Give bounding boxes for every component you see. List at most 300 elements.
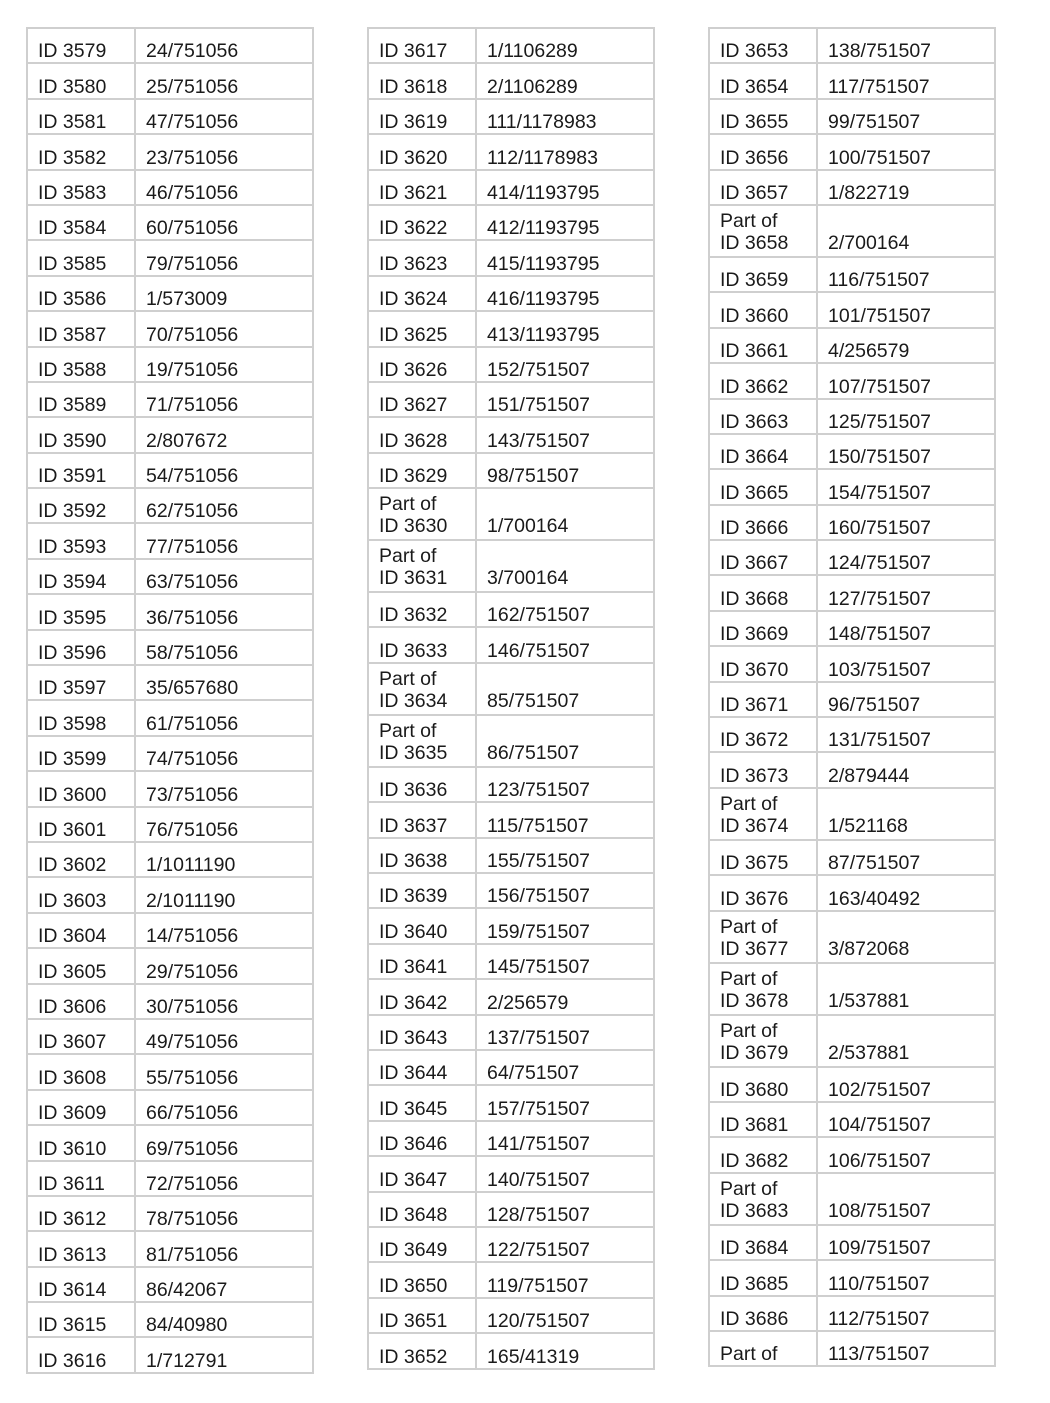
table-row <box>709 1102 995 1137</box>
id-cell <box>709 134 817 169</box>
reference-value-cell: 66/751056 <box>135 1090 313 1125</box>
id-label: ID 3681 <box>720 1114 789 1137</box>
id-cell <box>709 682 817 717</box>
reference-value-cell: 78/751056 <box>135 1196 313 1231</box>
id-cell <box>368 767 476 802</box>
table-row <box>27 99 313 134</box>
table-row <box>368 1262 654 1297</box>
part-of-label: Part of <box>379 493 437 516</box>
table-row <box>27 948 313 983</box>
id-label: ID 3617 <box>379 40 448 63</box>
id-cell <box>27 382 135 417</box>
id-label: ID 3587 <box>38 323 107 346</box>
id-label: ID 3671 <box>720 694 789 717</box>
id-cell <box>27 700 135 735</box>
id-label: ID 3638 <box>379 850 448 873</box>
id-label: ID 3656 <box>720 146 789 169</box>
table-row <box>368 99 654 134</box>
id-label: ID 3682 <box>720 1149 789 1172</box>
part-of-label: Part of <box>720 967 778 990</box>
reference-value-cell: 110/751507 <box>817 1260 995 1295</box>
id-cell <box>368 1262 476 1297</box>
id-cell <box>368 453 476 488</box>
id-cell <box>27 205 135 240</box>
id-cell <box>368 873 476 908</box>
reference-value-cell: 30/751056 <box>135 984 313 1019</box>
id-label: ID 3665 <box>720 481 789 504</box>
id-table-column-3 <box>708 27 996 1367</box>
id-cell <box>27 559 135 594</box>
table-row <box>709 63 995 98</box>
id-cell <box>368 944 476 979</box>
reference-value-cell: 137/751507 <box>476 1015 654 1050</box>
table-row <box>709 682 995 717</box>
reference-value-cell: 125/751507 <box>817 399 995 434</box>
table-row <box>27 205 313 240</box>
id-label: ID 3624 <box>379 288 448 311</box>
id-cell <box>27 417 135 452</box>
id-label: ID 3629 <box>379 465 448 488</box>
id-label: ID 3653 <box>720 40 789 63</box>
id-label: ID 3669 <box>720 623 789 646</box>
table-row <box>709 1331 995 1366</box>
reference-value-cell: 140/751507 <box>476 1156 654 1191</box>
reference-value-cell: 4/256579 <box>817 328 995 363</box>
reference-value-cell: 109/751507 <box>817 1225 995 1260</box>
reference-value-cell: 55/751056 <box>135 1054 313 1089</box>
table-row <box>709 257 995 292</box>
table-row <box>709 911 995 963</box>
id-cell <box>709 1067 817 1102</box>
table-row <box>368 592 654 627</box>
id-label: ID 3680 <box>720 1078 789 1101</box>
id-label: ID 3659 <box>720 269 789 292</box>
table-row <box>368 28 654 63</box>
id-label: ID 3626 <box>379 358 448 381</box>
table-row <box>368 715 654 767</box>
id-label: ID 3647 <box>379 1168 448 1191</box>
reference-value-cell: 101/751507 <box>817 292 995 327</box>
reference-value-cell: 3/872068 <box>817 911 995 963</box>
id-label: ID 3599 <box>38 748 107 771</box>
reference-value-cell: 61/751056 <box>135 700 313 735</box>
table-row <box>368 767 654 802</box>
id-label: ID 3602 <box>38 854 107 877</box>
id-label: ID 3607 <box>38 1031 107 1054</box>
id-cell <box>27 1231 135 1266</box>
table-row <box>27 1125 313 1160</box>
table-row <box>709 328 995 363</box>
reference-value-cell: 2/537881 <box>817 1015 995 1067</box>
table-row <box>27 984 313 1019</box>
id-cell <box>27 63 135 98</box>
table-row <box>368 1050 654 1085</box>
table-row <box>368 311 654 346</box>
reference-value-cell: 156/751507 <box>476 873 654 908</box>
table-row <box>27 240 313 275</box>
table-row <box>368 627 654 662</box>
reference-value-cell: 117/751507 <box>817 63 995 98</box>
reference-value-cell: 148/751507 <box>817 611 995 646</box>
reference-value-cell: 104/751507 <box>817 1102 995 1137</box>
reference-value-cell: 63/751056 <box>135 559 313 594</box>
id-cell <box>709 611 817 646</box>
table-row <box>368 205 654 240</box>
table-row <box>368 540 654 592</box>
id-cell <box>368 908 476 943</box>
reference-value-cell: 162/751507 <box>476 592 654 627</box>
table-row <box>368 1333 654 1368</box>
id-cell <box>368 838 476 873</box>
id-cell <box>27 276 135 311</box>
id-label: ID 3596 <box>38 642 107 665</box>
table-row <box>709 963 995 1015</box>
id-cell <box>368 134 476 169</box>
reference-value-cell: 2/1011190 <box>135 877 313 912</box>
id-cell <box>27 594 135 629</box>
table-row <box>709 540 995 575</box>
id-label: ID 3611 <box>38 1172 105 1195</box>
id-label: ID 3608 <box>38 1066 107 1089</box>
table-row <box>709 99 995 134</box>
id-label: ID 3649 <box>379 1239 448 1262</box>
reference-value-cell: 163/40492 <box>817 875 995 910</box>
id-label: ID 3630 <box>379 515 448 538</box>
id-cell <box>368 1156 476 1191</box>
id-label: ID 3628 <box>379 429 448 452</box>
id-cell <box>709 1015 817 1067</box>
table-row <box>709 1260 995 1295</box>
reference-value-cell: 70/751056 <box>135 311 313 346</box>
table-row <box>27 665 313 700</box>
id-cell <box>27 1267 135 1302</box>
id-label: ID 3686 <box>720 1307 789 1330</box>
id-cell <box>709 575 817 610</box>
reference-value-cell: 155/751507 <box>476 838 654 873</box>
part-of-label: Part of <box>720 1177 778 1200</box>
table-row <box>368 1121 654 1156</box>
id-cell <box>27 877 135 912</box>
id-label: ID 3590 <box>38 429 107 452</box>
id-label: ID 3605 <box>38 960 107 983</box>
reference-value-cell: 3/700164 <box>476 540 654 592</box>
id-cell <box>709 363 817 398</box>
id-label: ID 3619 <box>379 111 448 134</box>
table-row <box>709 875 995 910</box>
table-row <box>368 488 654 540</box>
id-cell <box>368 979 476 1014</box>
id-cell <box>368 276 476 311</box>
id-label: ID 3625 <box>379 323 448 346</box>
id-label: ID 3644 <box>379 1062 448 1085</box>
reference-value-cell: 84/40980 <box>135 1302 313 1337</box>
id-label: ID 3655 <box>720 111 789 134</box>
id-label: ID 3668 <box>720 587 789 610</box>
id-cell <box>368 205 476 240</box>
table-row <box>709 752 995 787</box>
reference-value-cell: 1/537881 <box>817 963 995 1015</box>
reference-value-cell: 87/751507 <box>817 840 995 875</box>
id-cell <box>368 1333 476 1368</box>
id-cell <box>27 736 135 771</box>
id-label: ID 3662 <box>720 375 789 398</box>
table-row <box>709 575 995 610</box>
reference-value-cell: 100/751507 <box>817 134 995 169</box>
table-row <box>368 802 654 837</box>
id-cell <box>368 311 476 346</box>
part-of-label: Part of <box>379 667 437 690</box>
reference-value-cell: 112/1178983 <box>476 134 654 169</box>
id-cell <box>709 469 817 504</box>
table-row <box>709 205 995 257</box>
id-label: ID 3650 <box>379 1274 448 1297</box>
id-label: ID 3661 <box>720 340 789 363</box>
id-label: ID 3648 <box>379 1203 448 1226</box>
table-row <box>709 1067 995 1102</box>
id-label: ID 3603 <box>38 889 107 912</box>
id-label: ID 3641 <box>379 956 448 979</box>
reference-value-cell: 111/1178983 <box>476 99 654 134</box>
reference-value-cell: 102/751507 <box>817 1067 995 1102</box>
id-label: ID 3604 <box>38 925 107 948</box>
reference-value-cell: 1/521168 <box>817 788 995 840</box>
table-row <box>27 276 313 311</box>
reference-value-cell: 62/751056 <box>135 488 313 523</box>
table-row <box>709 1015 995 1067</box>
reference-value-cell: 47/751056 <box>135 99 313 134</box>
id-label: ID 3618 <box>379 75 448 98</box>
id-cell <box>368 28 476 63</box>
part-of-label: Part of <box>720 915 778 938</box>
reference-value-cell: 19/751056 <box>135 347 313 382</box>
reference-value-cell: 72/751056 <box>135 1161 313 1196</box>
id-cell <box>709 99 817 134</box>
id-label: ID 3595 <box>38 606 107 629</box>
id-cell <box>368 1085 476 1120</box>
id-label: ID 3582 <box>38 146 107 169</box>
id-cell <box>27 1337 135 1372</box>
reference-value-cell: 1/700164 <box>476 488 654 540</box>
table-row <box>27 417 313 452</box>
id-label: ID 3614 <box>38 1279 107 1302</box>
reference-value-cell: 2/879444 <box>817 752 995 787</box>
reference-value-cell: 165/41319 <box>476 1333 654 1368</box>
reference-value-cell: 143/751507 <box>476 417 654 452</box>
id-label: ID 3667 <box>720 552 789 575</box>
table-row <box>368 873 654 908</box>
id-cell <box>709 911 817 963</box>
id-label: ID 3660 <box>720 304 789 327</box>
table-row <box>27 1054 313 1089</box>
id-cell <box>709 875 817 910</box>
table-row <box>27 347 313 382</box>
id-label: ID 3631 <box>379 567 448 590</box>
reference-value-cell: 112/751507 <box>817 1296 995 1331</box>
id-label: ID 3643 <box>379 1026 448 1049</box>
id-label: ID 3640 <box>379 920 448 943</box>
id-label: ID 3654 <box>720 75 789 98</box>
id-cell <box>27 630 135 665</box>
table-row <box>709 840 995 875</box>
table-row <box>709 646 995 681</box>
table-row <box>27 170 313 205</box>
table-row <box>709 788 995 840</box>
id-cell <box>368 347 476 382</box>
id-label: ID 3639 <box>379 885 448 908</box>
table-row <box>27 1019 313 1054</box>
id-label: ID 3670 <box>720 658 789 681</box>
table-row <box>368 1015 654 1050</box>
table-row <box>27 700 313 735</box>
table-row <box>27 559 313 594</box>
id-table-column-1 <box>26 27 314 1374</box>
id-cell <box>27 1054 135 1089</box>
table-row <box>709 1296 995 1331</box>
reference-value-cell: 49/751056 <box>135 1019 313 1054</box>
id-label: ID 3664 <box>720 446 789 469</box>
reference-value-cell: 64/751507 <box>476 1050 654 1085</box>
reference-value-cell: 98/751507 <box>476 453 654 488</box>
reference-value-cell: 71/751056 <box>135 382 313 417</box>
id-cell <box>709 434 817 469</box>
table-row <box>368 979 654 1014</box>
table-row <box>27 736 313 771</box>
id-label: ID 3615 <box>38 1314 107 1337</box>
reference-value-cell: 128/751507 <box>476 1192 654 1227</box>
reference-value-cell: 103/751507 <box>817 646 995 681</box>
id-label: ID 3678 <box>720 989 789 1012</box>
id-cell <box>27 311 135 346</box>
reference-value-cell: 416/1193795 <box>476 276 654 311</box>
id-cell <box>368 1015 476 1050</box>
id-label: ID 3606 <box>38 995 107 1018</box>
table-row <box>368 240 654 275</box>
id-cell <box>709 540 817 575</box>
table-row <box>27 1231 313 1266</box>
table-row <box>27 842 313 877</box>
table-row <box>27 1337 313 1372</box>
id-cell <box>27 1302 135 1337</box>
id-label: ID 3651 <box>379 1310 448 1333</box>
id-cell <box>27 665 135 700</box>
id-label: ID 3652 <box>379 1345 448 1368</box>
id-cell <box>709 1331 817 1366</box>
reference-value-cell: 1/1011190 <box>135 842 313 877</box>
id-table-column-2 <box>367 27 655 1370</box>
table-row <box>709 1137 995 1172</box>
reference-value-cell: 141/751507 <box>476 1121 654 1156</box>
reference-value-cell: 122/751507 <box>476 1227 654 1262</box>
id-cell <box>27 99 135 134</box>
table-row <box>709 717 995 752</box>
table-row <box>368 1298 654 1333</box>
part-of-label: Part of <box>720 1019 778 1042</box>
id-cell <box>27 1019 135 1054</box>
id-label: ID 3666 <box>720 517 789 540</box>
reference-value-cell: 46/751056 <box>135 170 313 205</box>
id-label: ID 3616 <box>38 1349 107 1372</box>
id-cell <box>27 842 135 877</box>
id-label: ID 3583 <box>38 181 107 204</box>
table-row <box>27 28 313 63</box>
id-cell <box>368 63 476 98</box>
reference-value-cell: 119/751507 <box>476 1262 654 1297</box>
id-label: ID 3663 <box>720 410 789 433</box>
id-label: ID 3683 <box>720 1199 789 1222</box>
reference-value-cell: 73/751056 <box>135 771 313 806</box>
id-cell <box>709 752 817 787</box>
id-cell <box>709 646 817 681</box>
id-label: ID 3620 <box>379 146 448 169</box>
table-row <box>27 771 313 806</box>
id-label: ID 3593 <box>38 535 107 558</box>
id-label: ID 3581 <box>38 111 107 134</box>
id-cell <box>709 1102 817 1137</box>
table-row <box>27 1196 313 1231</box>
reference-value-cell: 159/751507 <box>476 908 654 943</box>
id-label: ID 3679 <box>720 1041 789 1064</box>
id-cell <box>368 540 476 592</box>
id-cell <box>27 170 135 205</box>
table-row <box>368 134 654 169</box>
table-row <box>368 838 654 873</box>
id-cell <box>368 1298 476 1333</box>
reference-value-cell: 86/751507 <box>476 715 654 767</box>
id-label: ID 3600 <box>38 783 107 806</box>
id-label: ID 3598 <box>38 712 107 735</box>
table-row <box>709 363 995 398</box>
table-row <box>27 877 313 912</box>
reference-value-cell: 24/751056 <box>135 28 313 63</box>
id-label: Part of <box>720 1343 778 1366</box>
reference-value-cell: 74/751056 <box>135 736 313 771</box>
id-cell <box>709 1225 817 1260</box>
id-label: ID 3579 <box>38 40 107 63</box>
id-cell <box>368 382 476 417</box>
id-cell <box>709 63 817 98</box>
id-cell <box>709 788 817 840</box>
table-row <box>368 908 654 943</box>
reference-value-cell: 35/657680 <box>135 665 313 700</box>
reference-value-cell: 131/751507 <box>817 717 995 752</box>
table-row <box>368 1227 654 1262</box>
id-label: ID 3646 <box>379 1133 448 1156</box>
id-label: ID 3685 <box>720 1272 789 1295</box>
table-row <box>27 913 313 948</box>
table-row <box>27 488 313 523</box>
reference-value-cell: 138/751507 <box>817 28 995 63</box>
reference-value-cell: 58/751056 <box>135 630 313 665</box>
id-label: ID 3637 <box>379 814 448 837</box>
id-label: ID 3642 <box>379 991 448 1014</box>
table-row <box>368 417 654 452</box>
reference-value-cell: 76/751056 <box>135 807 313 842</box>
id-cell <box>27 488 135 523</box>
reference-value-cell: 85/751507 <box>476 663 654 715</box>
reference-value-cell: 412/1193795 <box>476 205 654 240</box>
reference-value-cell: 115/751507 <box>476 802 654 837</box>
id-cell <box>368 488 476 540</box>
table-row <box>27 382 313 417</box>
id-cell <box>27 1196 135 1231</box>
id-label: ID 3634 <box>379 689 448 712</box>
id-label: ID 3586 <box>38 288 107 311</box>
reference-value-cell: 1/573009 <box>135 276 313 311</box>
reference-value-cell: 2/256579 <box>476 979 654 1014</box>
reference-value-cell: 160/751507 <box>817 505 995 540</box>
id-cell <box>709 205 817 257</box>
id-label: ID 3594 <box>38 571 107 594</box>
